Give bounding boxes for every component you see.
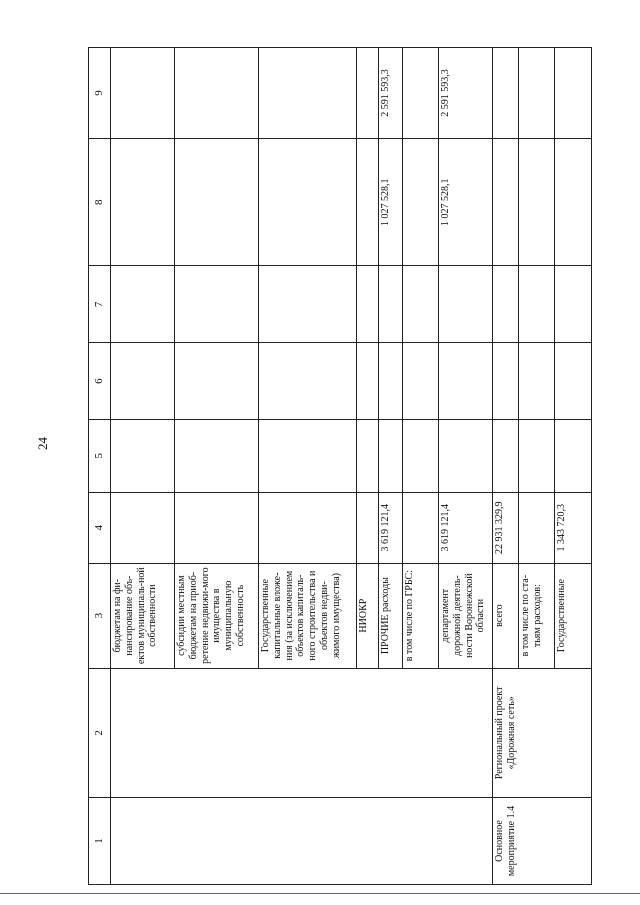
- cell-col4: [357, 492, 379, 563]
- cell-col6: [379, 343, 403, 420]
- col-header-5: 5: [89, 420, 111, 493]
- cell-col3: ПРОЧИЕ расходы: [379, 563, 403, 668]
- cell-col6: [519, 343, 555, 420]
- table-row: [111, 48, 175, 885]
- cell-col7: [555, 266, 592, 343]
- col-header-4: 4: [89, 492, 111, 563]
- cell-col3: Государственные: [555, 563, 592, 668]
- cell-col9: [111, 48, 175, 139]
- cell-col5: [519, 420, 555, 493]
- cell-col9: 2 591 593,3: [439, 48, 493, 139]
- cell-col8: [175, 139, 259, 266]
- cell-col7: [357, 266, 379, 343]
- header-row: [89, 48, 111, 885]
- col-header-6: 6: [89, 343, 111, 420]
- cell-col3: НИОКР: [357, 563, 379, 668]
- cell-col9: [175, 48, 259, 139]
- cell-col3: в том числе по ста-тьям расходов:: [519, 563, 555, 668]
- cell-col4: 22 931 329,9: [493, 492, 519, 563]
- cell-col6: [357, 343, 379, 420]
- cell-col9: 2 591 593,3: [379, 48, 403, 139]
- cell-col7: [403, 266, 439, 343]
- page-number: 24: [35, 437, 50, 450]
- cell-col4: [259, 492, 357, 563]
- cell-col7: [259, 266, 357, 343]
- cell-col5: [379, 420, 403, 493]
- col-header-1: 1: [89, 798, 111, 885]
- cell-col5: [403, 420, 439, 493]
- cell-col3: бюджетам на фи-нансирование объ-ектов муниципаль-ной собственности: [111, 563, 175, 668]
- cell-col5: [555, 420, 592, 493]
- cell-col6: [493, 343, 519, 420]
- scan-edge-line: [0, 893, 640, 894]
- col-header-2: 2: [89, 668, 111, 797]
- cell-col7: [111, 266, 175, 343]
- cell-col6: [175, 343, 259, 420]
- cell-col8: [259, 139, 357, 266]
- cell-col1: Основное мероприятие 1.4: [493, 798, 592, 885]
- cell-col5: [259, 420, 357, 493]
- cell-col8: [403, 139, 439, 266]
- col-header-9: 9: [89, 48, 111, 139]
- cell-col4: [175, 492, 259, 563]
- cell-col8: 1 027 528,1: [379, 139, 403, 266]
- cell-col4: [403, 492, 439, 563]
- cell-col7: [439, 266, 493, 343]
- expenditure-table: [88, 47, 592, 885]
- cell-col8: 1 027 528,1: [439, 139, 493, 266]
- cell-col5: [357, 420, 379, 493]
- cell-col6: [111, 343, 175, 420]
- cell-col2: [111, 668, 493, 797]
- cell-col9: [519, 48, 555, 139]
- cell-col3: департамент дорожной деятель-ности Воронежской области: [439, 563, 493, 668]
- cell-col3: всего: [493, 563, 519, 668]
- cell-col4: 1 343 720,3: [555, 492, 592, 563]
- col-header-3: 3: [89, 563, 111, 668]
- cell-col7: [493, 266, 519, 343]
- cell-col6: [555, 343, 592, 420]
- cell-col9: [493, 48, 519, 139]
- cell-col5: [175, 420, 259, 493]
- cell-col9: [259, 48, 357, 139]
- cell-col7: [379, 266, 403, 343]
- cell-col6: [439, 343, 493, 420]
- cell-col9: [403, 48, 439, 139]
- cell-col8: [519, 139, 555, 266]
- cell-col4: [519, 492, 555, 563]
- cell-col8: [111, 139, 175, 266]
- cell-col7: [519, 266, 555, 343]
- cell-col5: [439, 420, 493, 493]
- rotated-table-container: [88, 47, 591, 885]
- cell-col9: [555, 48, 592, 139]
- cell-col8: [357, 139, 379, 266]
- cell-col6: [403, 343, 439, 420]
- cell-col3: Государственные капитальные вложе-ния (за исключением объектов капиталь-ного строительства и объектов недви-жимого имущества): [259, 563, 357, 668]
- table-row: [493, 48, 519, 885]
- cell-col5: [493, 420, 519, 493]
- cell-col2: Региональный проект «Дорожная сеть»: [493, 668, 592, 797]
- cell-col8: [493, 139, 519, 266]
- col-header-8: 8: [89, 139, 111, 266]
- cell-col6: [259, 343, 357, 420]
- cell-col4: [111, 492, 175, 563]
- cell-col9: [357, 48, 379, 139]
- cell-col7: [175, 266, 259, 343]
- cell-col4: 3 619 121,4: [439, 492, 493, 563]
- cell-col3: в том числе по ГРБС:: [403, 563, 439, 668]
- cell-col1: [111, 798, 493, 885]
- cell-col4: 3 619 121,4: [379, 492, 403, 563]
- cell-col5: [111, 420, 175, 493]
- col-header-7: 7: [89, 266, 111, 343]
- cell-col8: [555, 139, 592, 266]
- cell-col3: субсидии местным бюджетам на приоб-ретение недвижи-мого имущества в муниципальную собственность: [175, 563, 259, 668]
